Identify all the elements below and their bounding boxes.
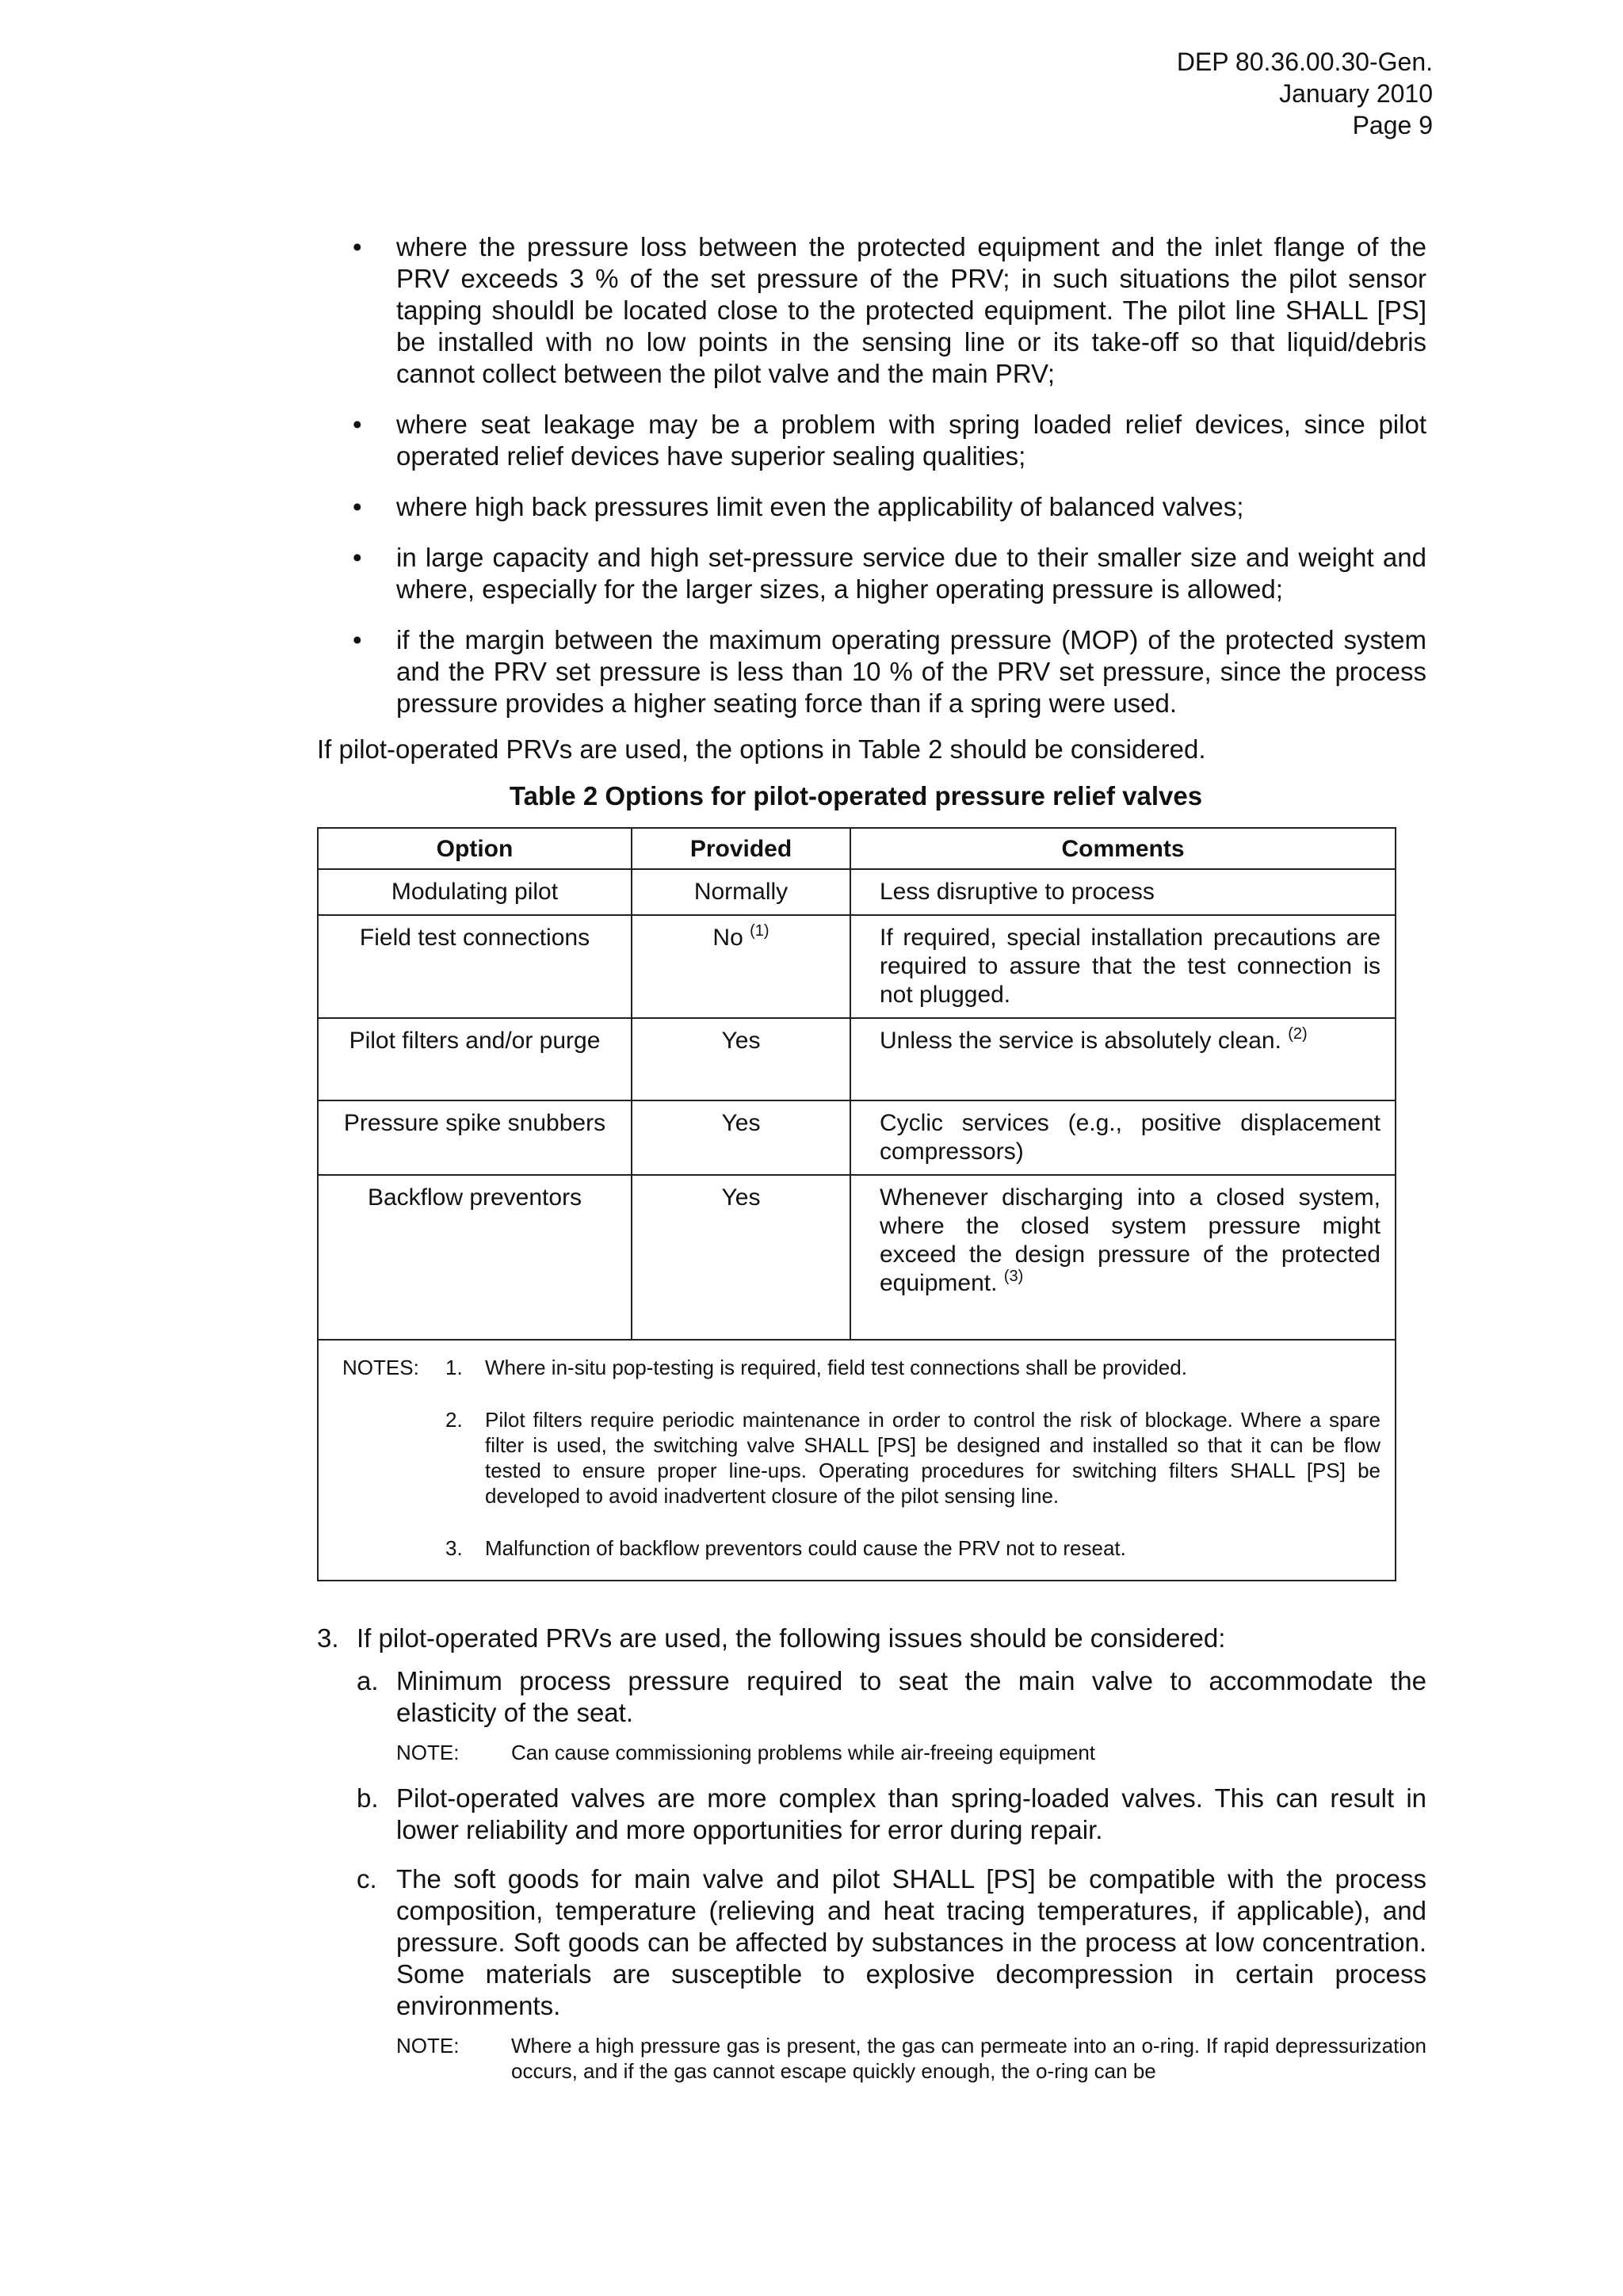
bullet-icon: • [353, 410, 362, 439]
list-item: • where the pressure loss between the protected equipment and the inlet flange of the PRV exceeds 3 % of the set pressure of the PRV; in such situations the pilot sensor tapping shouldl be located close to the protected equipment. The pilot line SHALL [PS] be installed with no low points in the sensing line or its take-off so that liquid/debris cannot collect between the pilot valve and the main PRV; [317, 231, 1426, 390]
sub-item-note: NOTE: Can cause commissioning problems while air-freeing equipment [396, 1741, 1096, 1764]
header-provided: Provided [632, 828, 850, 869]
sub-item-c: c. The soft goods for main valve and pilot SHALL [PS] be compatible with the process composition, temperature (relieving and heat tracing temperatures, if applicable), and pressure. Soft goods can be affected by substances in the process at low concentration. Some materials are susceptible to explosive decompression in certain process environments. [357, 1864, 1426, 2020]
table-row: Field test connections No $^{(1)}$ If required, special installation precautions are required to assure that the test connection is not plugged. [318, 915, 1396, 1018]
list-item: • if the margin between the maximum operating pressure (MOP) of the protected system and the PRV set pressure is less than 10 % of the PRV set pressure, since the process pressure provides a higher seating force than if a spring were used. [317, 624, 1426, 719]
header-comments: Comments [850, 828, 1396, 869]
list-item: • where seat leakage may be a problem with spring loaded relief devices, since pilot operated relief devices have superior sealing qualities; [317, 409, 1426, 472]
list-item: • where high back pressures limit even the applicability of balanced valves; [317, 491, 1426, 523]
table-notes-row [318, 1340, 1396, 1581]
bullet-list [317, 231, 1426, 738]
table-note: 2. Pilot filters require periodic maintenance in order to control the risk of blockage. Where a spare filter is used, the switching valve SHALL [PS] be designed and installed so that it can be flow tested to ensure proper line-ups. Operating procedures for switching filters SHALL [PS] be developed to avoid inadvertent closure of the pilot sensing line. [445, 1408, 1381, 1508]
bullet-icon: • [353, 543, 362, 572]
footnote-ref: (2) [1288, 1025, 1308, 1043]
doc-date: January 2010 [1279, 79, 1433, 108]
table-title: Table 2 Options for pilot-operated pressure relief valves [509, 781, 1203, 810]
page-header [1177, 46, 1433, 141]
sub-item-note: NOTE: Where a high pressure gas is present, the gas can permeate into an o-ring. If rapid depressurization occurs, and if the gas cannot escape quickly enough, the o-ring can be [396, 2034, 1426, 2083]
options-table [317, 827, 1396, 1581]
table-header-row [318, 828, 1396, 869]
notes-label: NOTES: [342, 1356, 419, 1379]
page-number: Page 9 [1352, 111, 1433, 139]
table-row: Backflow preventors Yes Whenever discharging into a closed system, where the closed system pressure might exceed the design pressure of the protected equipment. $^{(3)}$ [318, 1175, 1396, 1340]
bullet-icon: • [353, 625, 362, 654]
bullet-icon: • [353, 232, 362, 261]
table-row: Modulating pilot Normally Less disruptive to process [318, 869, 1396, 915]
table-note: 3. Malfunction of backflow preventors could cause the PRV not to reseat. [445, 1536, 1126, 1560]
sub-item-b: b. Pilot-operated valves are more complex than spring-loaded valves. This can result in lower reliability and more opportunities for error during repair. [357, 1783, 1426, 1844]
footnote-ref: (1) [750, 922, 769, 940]
table-row: Pressure spike snubbers Yes Cyclic services (e.g., positive displacement compressors) [318, 1100, 1396, 1175]
doc-id: DEP 80.36.00.30-Gen. [1176, 48, 1433, 76]
footnote-ref: (3) [1003, 1268, 1024, 1285]
list-item: • in large capacity and high set-pressure service due to their smaller size and weight and where, especially for the larger sizes, a higher operating pressure is allowed; [317, 542, 1426, 605]
header-option: Option [318, 828, 632, 869]
intro-paragraph: If pilot-operated PRVs are used, the options in Table 2 should be considered. [317, 734, 1206, 764]
bullet-icon: • [353, 492, 362, 521]
sub-item-a: a. Minimum process pressure required to seat the main valve to accommodate the elasticity of the seat. [357, 1666, 1426, 1727]
numbered-item-lead: 3. If pilot-operated PRVs are used, the following issues should be considered: [317, 1623, 1226, 1653]
table-note: NOTES: 1. Where in-situ pop-testing is required, field test connections shall be provided. [342, 1356, 1187, 1379]
numbered-item-3 [317, 1623, 1426, 2101]
table-row: Pilot filters and/or purge Yes Unless the service is absolutely clean. $^{(2)}$ [318, 1018, 1396, 1100]
